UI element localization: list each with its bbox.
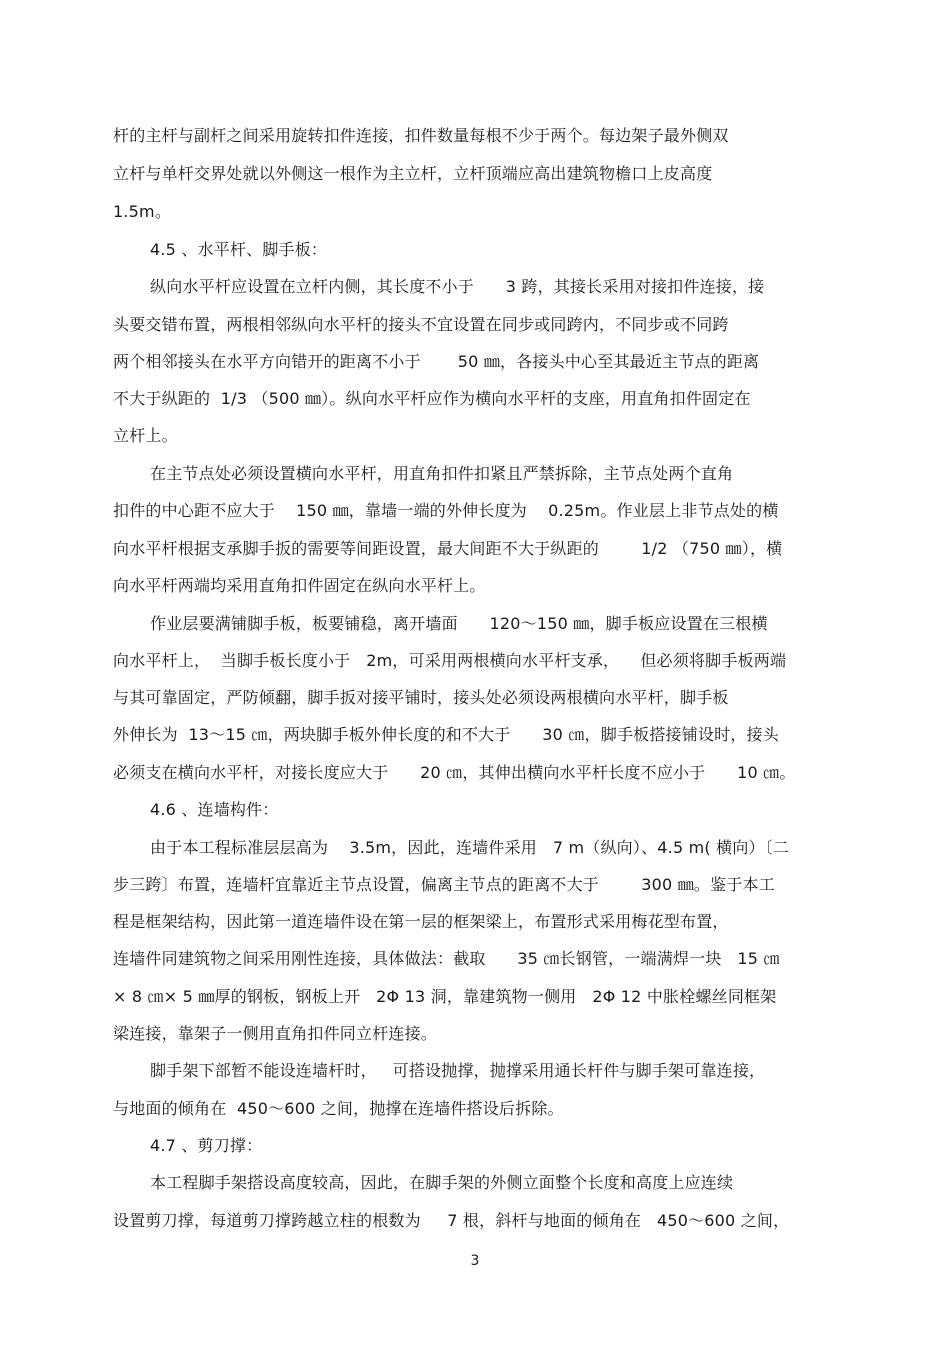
text-line: 脚手架下部暂不能设连墙杆时， 可搭设抛撑，抛撑采用通长杆件与脚手架可靠连接， bbox=[150, 1061, 766, 1080]
text-line: 与其可靠固定，严防倾翻，脚手扳对接平铺时，接头处必须设两根横向水平杆，脚手板 bbox=[113, 688, 729, 707]
text-line: 立杆上。 bbox=[113, 426, 178, 445]
text-line: 外伸长为 13～15 ㎝，两块脚手板外伸长度的和不大于 30 ㎝，脚手板搭接铺设时，接头 bbox=[113, 725, 779, 744]
text-line: 程是框架结构，因此第一道连墙件设在第一层的框架梁上，布置形式采用梅花型布置， bbox=[113, 912, 729, 931]
text-line: 向水平杆两端均采用直角扣件固定在纵向水平杆上。 bbox=[113, 576, 486, 595]
text-line: 纵向水平杆应设置在立杆内侧，其长度不小于 3 跨，其接长采用对接扣件连接，接 bbox=[150, 277, 765, 296]
text-line: 作业层要满铺脚手板，板要铺稳，离开墙面 120～150 ㎜，脚手板应设置在三根横 bbox=[150, 614, 768, 633]
text-line: 在主节点处必须设置横向水平杆，用直角扣件扣紧且严禁拆除，主节点处两个直角 bbox=[150, 464, 734, 483]
text-line: 两个相邻接头在水平方向错开的距离不小于 50 ㎜，各接头中心至其最近主节点的距离 bbox=[113, 352, 760, 371]
page-number: 3 bbox=[470, 1253, 480, 1269]
section-heading: 4.6 、连墙构件： bbox=[150, 800, 279, 819]
section-heading: 4.5 、水平杆、脚手板： bbox=[150, 240, 328, 259]
text-line: 设置剪刀撑，每道剪刀撑跨越立柱的根数为 7 根，斜杆与地面的倾角在 450～600 之间， bbox=[113, 1211, 790, 1230]
text-line: 由于本工程标准层层高为 3.5m，因此，连墙件采用 7 m（纵向）、4.5 m( 横向）〔二 bbox=[150, 838, 790, 857]
text-line: 本工程脚手架搭设高度较高，因此，在脚手架的外侧立面整个长度和高度上应连续 bbox=[150, 1173, 734, 1192]
section-heading: 4.7 、剪刀撑： bbox=[150, 1136, 263, 1155]
text-line: 梁连接，靠架子一侧用直角扣件同立杆连接。 bbox=[113, 1024, 438, 1043]
text-line: 扣件的中心距不应大于 150 ㎜，靠墙一端的外伸长度为 0.25m。作业层上非节点处的横 bbox=[113, 501, 779, 520]
text-line: 头要交错布置，两根相邻纵向水平杆的接头不宜设置在同步或同跨内，不同步或不同跨 bbox=[113, 315, 729, 334]
text-line: 向水平杆根据支承脚手扳的需要等间距设置，最大间距不大于纵距的 1/2 （750 ㎜），横 bbox=[113, 539, 783, 558]
text-line: × 8 ㎝× 5 ㎜厚的钢板，钢板上开 2Φ 13 洞，靠建筑物一侧用 2Φ 12 中胀栓螺丝同框架 bbox=[113, 987, 777, 1006]
text-line: 连墙件同建筑物之间采用刚性连接，具体做法：截取 35 ㎝长钢管，一端满焊一块 15 ㎝ bbox=[113, 949, 780, 968]
text-line: 与地面的倾角在 450～600 之间，抛撑在连墙件搭设后拆除。 bbox=[113, 1099, 564, 1118]
text-line: 立杆与单杆交界处就以外侧这一根作为主立杆，立杆顶端应高出建筑物檐口上皮高度 bbox=[113, 164, 713, 183]
text-line: 杆的主杆与副杆之间采用旋转扣件连接，扣件数量每根不少于两个。每边架子最外侧双 bbox=[113, 126, 729, 145]
text-line: 向水平杆上， 当脚手板长度小于 2m，可采用两根横向水平杆支承， 但必须将脚手板两端 bbox=[113, 651, 787, 670]
text-line: 1.5m。 bbox=[113, 202, 172, 221]
text-line: 不大于纵距的 1/3 （500 ㎜）。纵向水平杆应作为横向水平杆的支座，用直角扣件固定在 bbox=[113, 389, 751, 408]
text-line: 必须支在横向水平杆，对接长度应大于 20 ㎝，其伸出横向水平杆长度不应小于 10 ㎝。 bbox=[113, 763, 796, 782]
text-line: 步三跨〕布置，连墙杆宜靠近主节点设置，偏离主节点的距离不大于 300 ㎜。鉴于本工 bbox=[113, 875, 775, 894]
